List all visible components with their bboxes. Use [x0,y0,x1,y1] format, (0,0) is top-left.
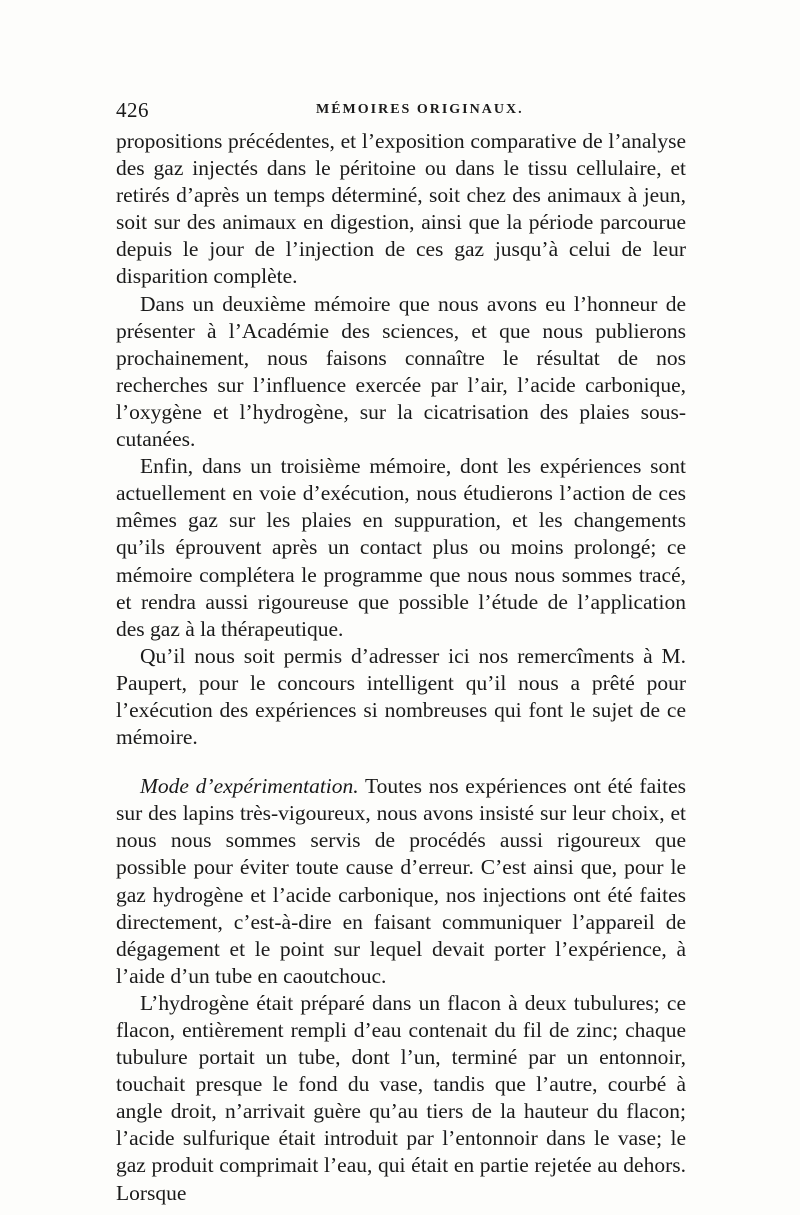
body-text [116,128,686,1207]
paragraph-continuation: propositions précédentes, et l’exposition comparative de l’analyse des gaz injectés dans le péritoine ou dans le tissu cellulaire, et retirés d’après un temps déterminé, soit chez des animaux à jeun, soit sur des animaux en digestion, ainsi que la période parcourue depuis le jour de l’injection de ces gaz jusqu’à celui de leur disparition complète. [116,129,686,289]
paragraph-mode-experimentation-text: Toutes nos expériences ont été faites sur des lapins très-vigoureux, nous avons insisté sur leur choix, et nous nous sommes servis de procédés aussi rigoureux que possible pour éviter toute cause d’erreur. C’est ainsi que, pour le gaz hydrogène et l’acide carbonique, nos injections ont été faites directement, c’est-à-dire en faisant communiquer l’appareil de dégagement et le point sur lequel devait porter l’expérience, à l’aide d’un tube en caoutchouc. [116,774,686,988]
paragraph-deuxieme-memoire: Dans un deuxième mémoire que nous avons eu l’honneur de présenter à l’Académie des sciences, et que nous publierons prochainement, nous faisons connaître le résultat de nos recherches sur l’influence exercée par l’air, l’acide carbonique, l’oxygène et l’hydrogène, sur la cicatrisation des plaies sous-cutanées. [116,291,686,452]
paragraph-troisieme-memoire: Enfin, dans un troisième mémoire, dont les expériences sont actuellement en voie d’exécution, nous étudierons l’action de ces mêmes gaz sur les plaies en suppuration, et les changements qu’ils éprouvent après un contact plus ou moins prolongé; ce mémoire complétera le programme que nous nous sommes tracé, et rendra aussi rigoureuse que possible l’étude de l’application des gaz à la thérapeutique. [116,454,686,641]
section-heading-mode-experimentation: Mode d’expérimentation. [140,774,359,799]
paragraph-mode-experimentation [116,773,686,990]
page-header [116,92,686,126]
paragraph-remerciements: Qu’il nous soit permis d’adresser ici nos remercîments à M. Paupert, pour le concours intelligent qu’il nous a prêté pour l’exécution des expériences si nombreuses qui font le sujet de ce mémoire. [116,643,686,750]
page-number: 426 [116,98,149,122]
paragraph-hydrogene: L’hydrogène était préparé dans un flacon à deux tubulures; ce flacon, entièrement rempli d’eau contenait du fil de zinc; chaque tubulure portait un tube, dont l’un, terminé par un entonnoir, touchait presque le fond du vase, tandis que l’autre, courbé à angle droit, n’arrivait guère qu’au tiers de la hauteur du flacon; l’acide sulfurique était introduit par l’entonnoir dans le vase; le gaz produit comprimait l’eau, qui était en partie rejetée au dehors. Lorsque [116,990,686,1205]
running-head: MÉMOIRES ORIGINAUX. [316,102,524,117]
